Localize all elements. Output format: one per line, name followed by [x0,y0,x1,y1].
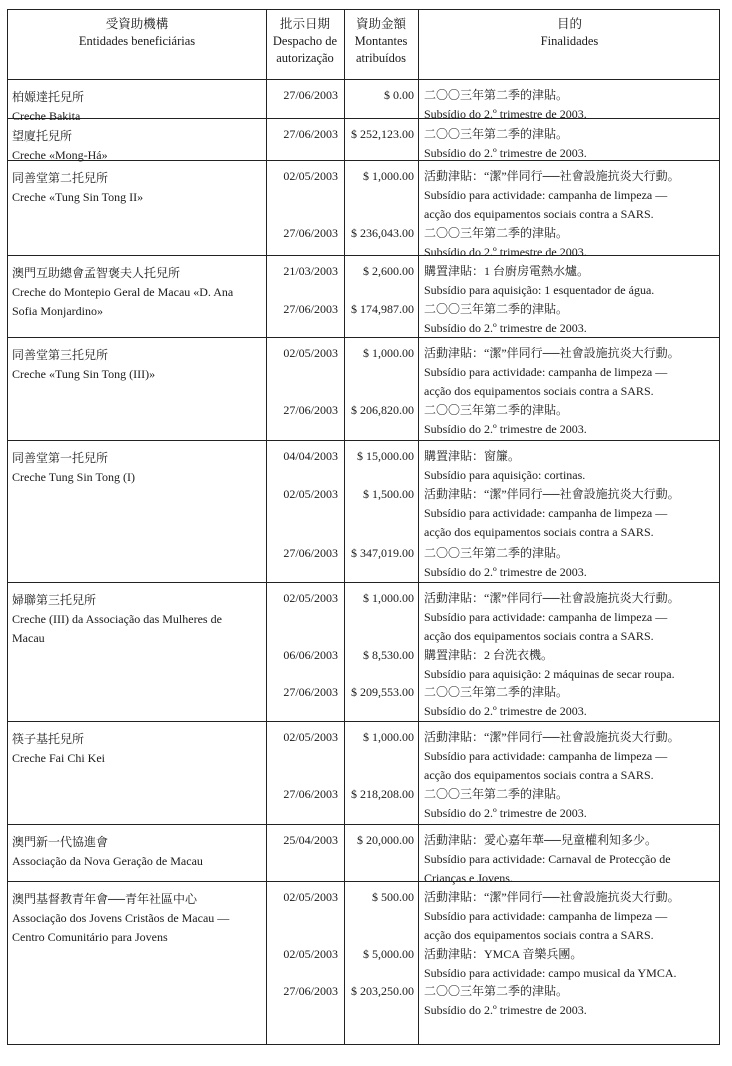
date-cell [266,338,344,440]
date-cell [266,583,344,721]
purpose-text: 二〇〇三年第二季的津貼。 [424,403,569,417]
entity-cell [8,882,266,1027]
purpose-cell [418,161,721,259]
grant-amount: $ 8,530.00 [363,648,414,662]
grant-date-group [266,683,344,702]
grant-amount-group [344,125,418,144]
header-label: atribuídos [356,51,406,65]
grant-amount: $ 2,600.00 [363,264,414,278]
purpose-text: Subsídio do 2.º trimestre de 2003. [424,245,587,259]
entity-cell [8,825,266,881]
dispatch-date: 02/05/2003 [283,346,338,360]
purpose-cell [418,583,721,721]
amount-cell [344,722,418,824]
purpose-cell [418,825,721,885]
amount-cell [344,161,418,255]
grant-amount-group [344,785,418,804]
grant-purpose-group [418,447,721,485]
purpose-text: Crianças e Jovens. [424,871,513,885]
grant-date-group [266,945,344,964]
entity-cell [8,80,266,123]
entity-name: Associação da Nova Geração de Macau [12,854,203,868]
grant-date-group [266,589,344,608]
entity-name: Creche (III) da Associação das Mulheres de [12,612,222,626]
purpose-text: 活動津貼：“潔”伴同行──社會設施抗炎大行動。 [424,730,680,744]
purpose-text: Subsídio do 2.º trimestre de 2003. [424,107,587,121]
purpose-text: Subsídio para actividade: campanha de limpeza — [424,506,668,520]
grant-amount-group [344,86,418,105]
dispatch-date: 02/05/2003 [283,487,338,501]
entity-name: 同善堂第一托兒所 [12,451,109,465]
grants-table [7,9,720,1045]
date-cell [266,256,344,337]
purpose-text: 二〇〇三年第二季的津貼。 [424,787,569,801]
grant-date-group [266,224,344,243]
grant-amount: $ 15,000.00 [357,449,414,463]
purpose-text: Subsídio para aquisição: cortinas. [424,468,586,482]
grant-amount: $ 174,987.00 [351,302,414,316]
entity-name: Centro Comunitário para Jovens [12,930,168,944]
grant-amount-group [344,447,418,466]
grant-purpose-group [418,167,721,224]
purpose-text: 活動津貼：愛心嘉年華──兒童權利知多少。 [424,833,658,847]
grant-purpose-group [418,401,721,439]
purpose-text: Subsídio para actividade: campanha de limpeza — [424,909,668,923]
dispatch-date: 06/06/2003 [283,648,338,662]
date-cell [266,441,344,582]
entity-name: Creche Bakita [12,109,81,123]
grant-amount: $ 206,820.00 [351,403,414,417]
grant-date-group [266,831,344,850]
header-amount [344,10,418,79]
grant-amount-group [344,728,418,747]
header-label: Finalidades [540,34,599,48]
purpose-text: 二〇〇三年第二季的津貼。 [424,546,569,560]
entity-name: 同善堂第二托兒所 [12,171,109,185]
purpose-text: 購置津貼：窗簾。 [424,449,521,463]
purpose-text: Subsídio para actividade: campanha de limpeza — [424,365,668,379]
grant-date-group [266,785,344,804]
purpose-text: Subsídio do 2.º trimestre de 2003. [424,422,587,436]
purpose-text: Subsídio para actividade: campanha de limpeza — [424,188,668,202]
grant-date-group [266,167,344,186]
table-header [8,10,719,80]
grant-amount-group [344,683,418,702]
grant-date-group [266,485,344,504]
purpose-text: Subsídio do 2.º trimestre de 2003. [424,806,587,820]
table-row [8,825,719,885]
purpose-text: acção dos equipamentos sociais contra a SARS. [424,768,654,782]
entity-cell [8,256,266,337]
dispatch-date: 02/05/2003 [283,730,338,744]
dispatch-date: 02/05/2003 [283,591,338,605]
purpose-text: acção dos equipamentos sociais contra a SARS. [424,928,654,942]
purpose-text: 二〇〇三年第二季的津貼。 [424,127,569,141]
entity-name: Sofia Monjardino» [12,304,103,318]
purpose-text: 二〇〇三年第二季的津貼。 [424,302,569,316]
dispatch-date: 27/06/2003 [283,226,338,240]
grant-amount-group [344,982,418,1001]
purpose-text: Subsídio do 2.º trimestre de 2003. [424,1003,587,1017]
grant-amount-group [344,589,418,608]
grant-date-group [266,401,344,420]
purpose-text: 活動津貼：“潔”伴同行──社會設施抗炎大行動。 [424,346,680,360]
purpose-text: Subsídio para actividade: campanha de limpeza — [424,610,668,624]
header-label: Entidades beneficiárias [78,34,196,48]
grant-amount: $ 0.00 [384,88,414,102]
grant-amount: $ 1,000.00 [363,346,414,360]
entity-name: Creche Tung Sin Tong (I) [12,470,135,484]
grant-date-group [266,262,344,281]
grant-amount-group [344,544,418,563]
entity-name: Creche «Mong-Há» [12,148,108,162]
purpose-cell [418,882,721,1027]
entity-name: Creche «Tung Sin Tong II» [12,190,144,204]
amount-cell [344,583,418,721]
entity-cell [8,161,266,255]
grant-purpose-group [418,485,721,542]
entity-name: Creche do Montepio Geral de Macau «D. Ana [12,285,234,299]
header-entities [8,10,266,79]
header-label: 批示日期 [279,17,330,31]
grant-amount-group [344,300,418,319]
table-row [8,256,719,338]
grant-amount-group [344,485,418,504]
purpose-text: acção dos equipamentos sociais contra a SARS. [424,207,654,221]
purpose-text: Subsídio para actividade: Carnaval de Protecção de [424,852,671,866]
date-cell [266,80,344,118]
purpose-text: 二〇〇三年第二季的津貼。 [424,984,569,998]
grant-amount-group [344,888,418,907]
table-row [8,80,719,123]
grant-purpose-group [418,262,721,300]
table-row [8,161,719,259]
table-row [8,119,719,161]
grant-amount-group [344,945,418,964]
entity-name: 澳門新一代協進會 [12,835,109,849]
dispatch-date: 27/06/2003 [283,302,338,316]
entity-name: Macau [12,631,45,645]
dispatch-date: 27/06/2003 [283,88,338,102]
grant-amount: $ 500.00 [372,890,414,904]
dispatch-date: 27/06/2003 [283,685,338,699]
grant-purpose-group [418,344,721,401]
purpose-text: acção dos equipamentos sociais contra a SARS. [424,525,654,539]
grant-amount: $ 20,000.00 [357,833,414,847]
grant-purpose-group [418,683,721,721]
purpose-cell [418,80,721,121]
grant-date-group [266,125,344,144]
table-row [8,441,719,583]
grant-amount-group [344,401,418,420]
grant-amount-group [344,831,418,850]
grant-date-group [266,300,344,319]
grant-amount: $ 1,000.00 [363,591,414,605]
purpose-cell [418,441,721,582]
entity-name: 婦聯第三托兒所 [12,593,97,607]
purpose-text: Subsídio para actividade: campo musical da YMCA. [424,966,677,980]
grant-purpose-group [418,888,721,945]
purpose-text: acção dos equipamentos sociais contra a SARS. [424,384,654,398]
date-cell [266,722,344,824]
purpose-text: Subsídio para aquisição: 2 máquinas de secar roupa. [424,667,675,681]
entity-name: 澳門互助總會孟智褒夫人托兒所 [12,266,181,280]
amount-cell [344,338,418,440]
header-label: 受資助機構 [105,17,169,31]
grant-amount: $ 236,043.00 [351,226,414,240]
entity-name: 同善堂第三托兒所 [12,348,109,362]
grant-purpose-group [418,125,721,163]
purpose-text: Subsídio do 2.º trimestre de 2003. [424,321,587,335]
entity-name: Associação dos Jovens Cristãos de Macau — [12,911,230,925]
purpose-text: Subsídio do 2.º trimestre de 2003. [424,146,587,160]
grant-date-group [266,728,344,747]
purpose-text: Subsídio do 2.º trimestre de 2003. [424,704,587,718]
purpose-text: 活動津貼：“潔”伴同行──社會設施抗炎大行動。 [424,487,680,501]
purpose-text: 購置津貼：1 台廚房電熱水爐。 [424,264,590,278]
dispatch-date: 02/05/2003 [283,947,338,961]
grant-purpose-group [418,945,721,983]
header-label: 資助金額 [355,17,406,31]
column-divider [266,10,267,1044]
table-row [8,338,719,441]
grant-amount-group [344,224,418,243]
purpose-text: 活動津貼：“潔”伴同行──社會設施抗炎大行動。 [424,169,680,183]
grant-date-group [266,544,344,563]
purpose-text: 活動津貼：“潔”伴同行──社會設施抗炎大行動。 [424,591,680,605]
grant-date-group [266,344,344,363]
grant-amount: $ 209,553.00 [351,685,414,699]
column-divider [418,10,419,1044]
entity-name: 筷子基托兒所 [12,732,85,746]
grant-amount: $ 252,123.00 [351,127,414,141]
table-row [8,882,719,1027]
purpose-text: 活動津貼：“潔”伴同行──社會設施抗炎大行動。 [424,890,680,904]
entity-cell [8,119,266,160]
grant-amount: $ 347,019.00 [351,546,414,560]
grant-purpose-group [418,785,721,823]
entity-cell [8,583,266,721]
dispatch-date: 02/05/2003 [283,890,338,904]
dispatch-date: 21/03/2003 [283,264,338,278]
header-label: autorização [276,51,334,65]
purpose-text: Subsídio para actividade: campanha de limpeza — [424,749,668,763]
purpose-text: 二〇〇三年第二季的津貼。 [424,88,569,102]
amount-cell [344,119,418,160]
dispatch-date: 27/06/2003 [283,546,338,560]
grant-purpose-group [418,544,721,582]
dispatch-date: 27/06/2003 [283,984,338,998]
header-dispatch-date [266,10,344,79]
date-cell [266,119,344,160]
grant-purpose-group [418,589,721,646]
purpose-text: 二〇〇三年第二季的津貼。 [424,685,569,699]
entity-name: 澳門基督教青年會──青年社區中心 [12,892,198,906]
grant-date-group [266,447,344,466]
grant-amount: $ 218,208.00 [351,787,414,801]
grant-amount: $ 5,000.00 [363,947,414,961]
table-row [8,583,719,722]
purpose-text: 二〇〇三年第二季的津貼。 [424,226,569,240]
grant-date-group [266,86,344,105]
header-label: 目的 [556,17,582,31]
grant-purpose-group [418,831,721,888]
grant-purpose-group [418,982,721,1020]
dispatch-date: 25/04/2003 [283,833,338,847]
amount-cell [344,80,418,118]
grant-purpose-group [418,646,721,684]
grant-amount-group [344,646,418,665]
grant-amount: $ 203,250.00 [351,984,414,998]
column-divider [344,10,345,1044]
purpose-text: 購置津貼：2 台洗衣機。 [424,648,554,662]
dispatch-date: 27/06/2003 [283,787,338,801]
grant-amount-group [344,167,418,186]
entity-name: 望廈托兒所 [12,129,73,143]
grant-amount-group [344,262,418,281]
grant-date-group [266,888,344,907]
entity-cell [8,338,266,440]
entity-name: Creche Fai Chi Kei [12,751,105,765]
amount-cell [344,441,418,582]
dispatch-date: 02/05/2003 [283,169,338,183]
purpose-cell [418,722,721,824]
amount-cell [344,882,418,1027]
header-purpose [418,10,721,79]
header-label: Despacho de [272,34,338,48]
grant-date-group [266,646,344,665]
purpose-text: acção dos equipamentos sociais contra a SARS. [424,629,654,643]
date-cell [266,825,344,881]
grant-purpose-group [418,728,721,785]
grant-amount-group [344,344,418,363]
entity-cell [8,441,266,582]
date-cell [266,161,344,255]
table-row [8,722,719,825]
grant-amount: $ 1,000.00 [363,730,414,744]
dispatch-date: 27/06/2003 [283,127,338,141]
header-label: Montantes [354,34,408,48]
entity-cell [8,722,266,824]
grant-amount: $ 1,500.00 [363,487,414,501]
purpose-cell [418,119,721,160]
grant-date-group [266,982,344,1001]
purpose-cell [418,338,721,440]
date-cell [266,882,344,1027]
amount-cell [344,825,418,881]
amount-cell [344,256,418,337]
grant-amount: $ 1,000.00 [363,169,414,183]
dispatch-date: 27/06/2003 [283,403,338,417]
entity-name: 柏嫄達托兒所 [12,90,85,104]
grant-purpose-group [418,300,721,338]
dispatch-date: 04/04/2003 [283,449,338,463]
purpose-text: 活動津貼：YMCA 音樂兵團。 [424,947,583,961]
purpose-text: Subsídio do 2.º trimestre de 2003. [424,565,587,579]
purpose-text: Subsídio para aquisição: 1 esquentador de água. [424,283,655,297]
entity-name: Creche «Tung Sin Tong (III)» [12,367,156,381]
purpose-cell [418,256,721,337]
